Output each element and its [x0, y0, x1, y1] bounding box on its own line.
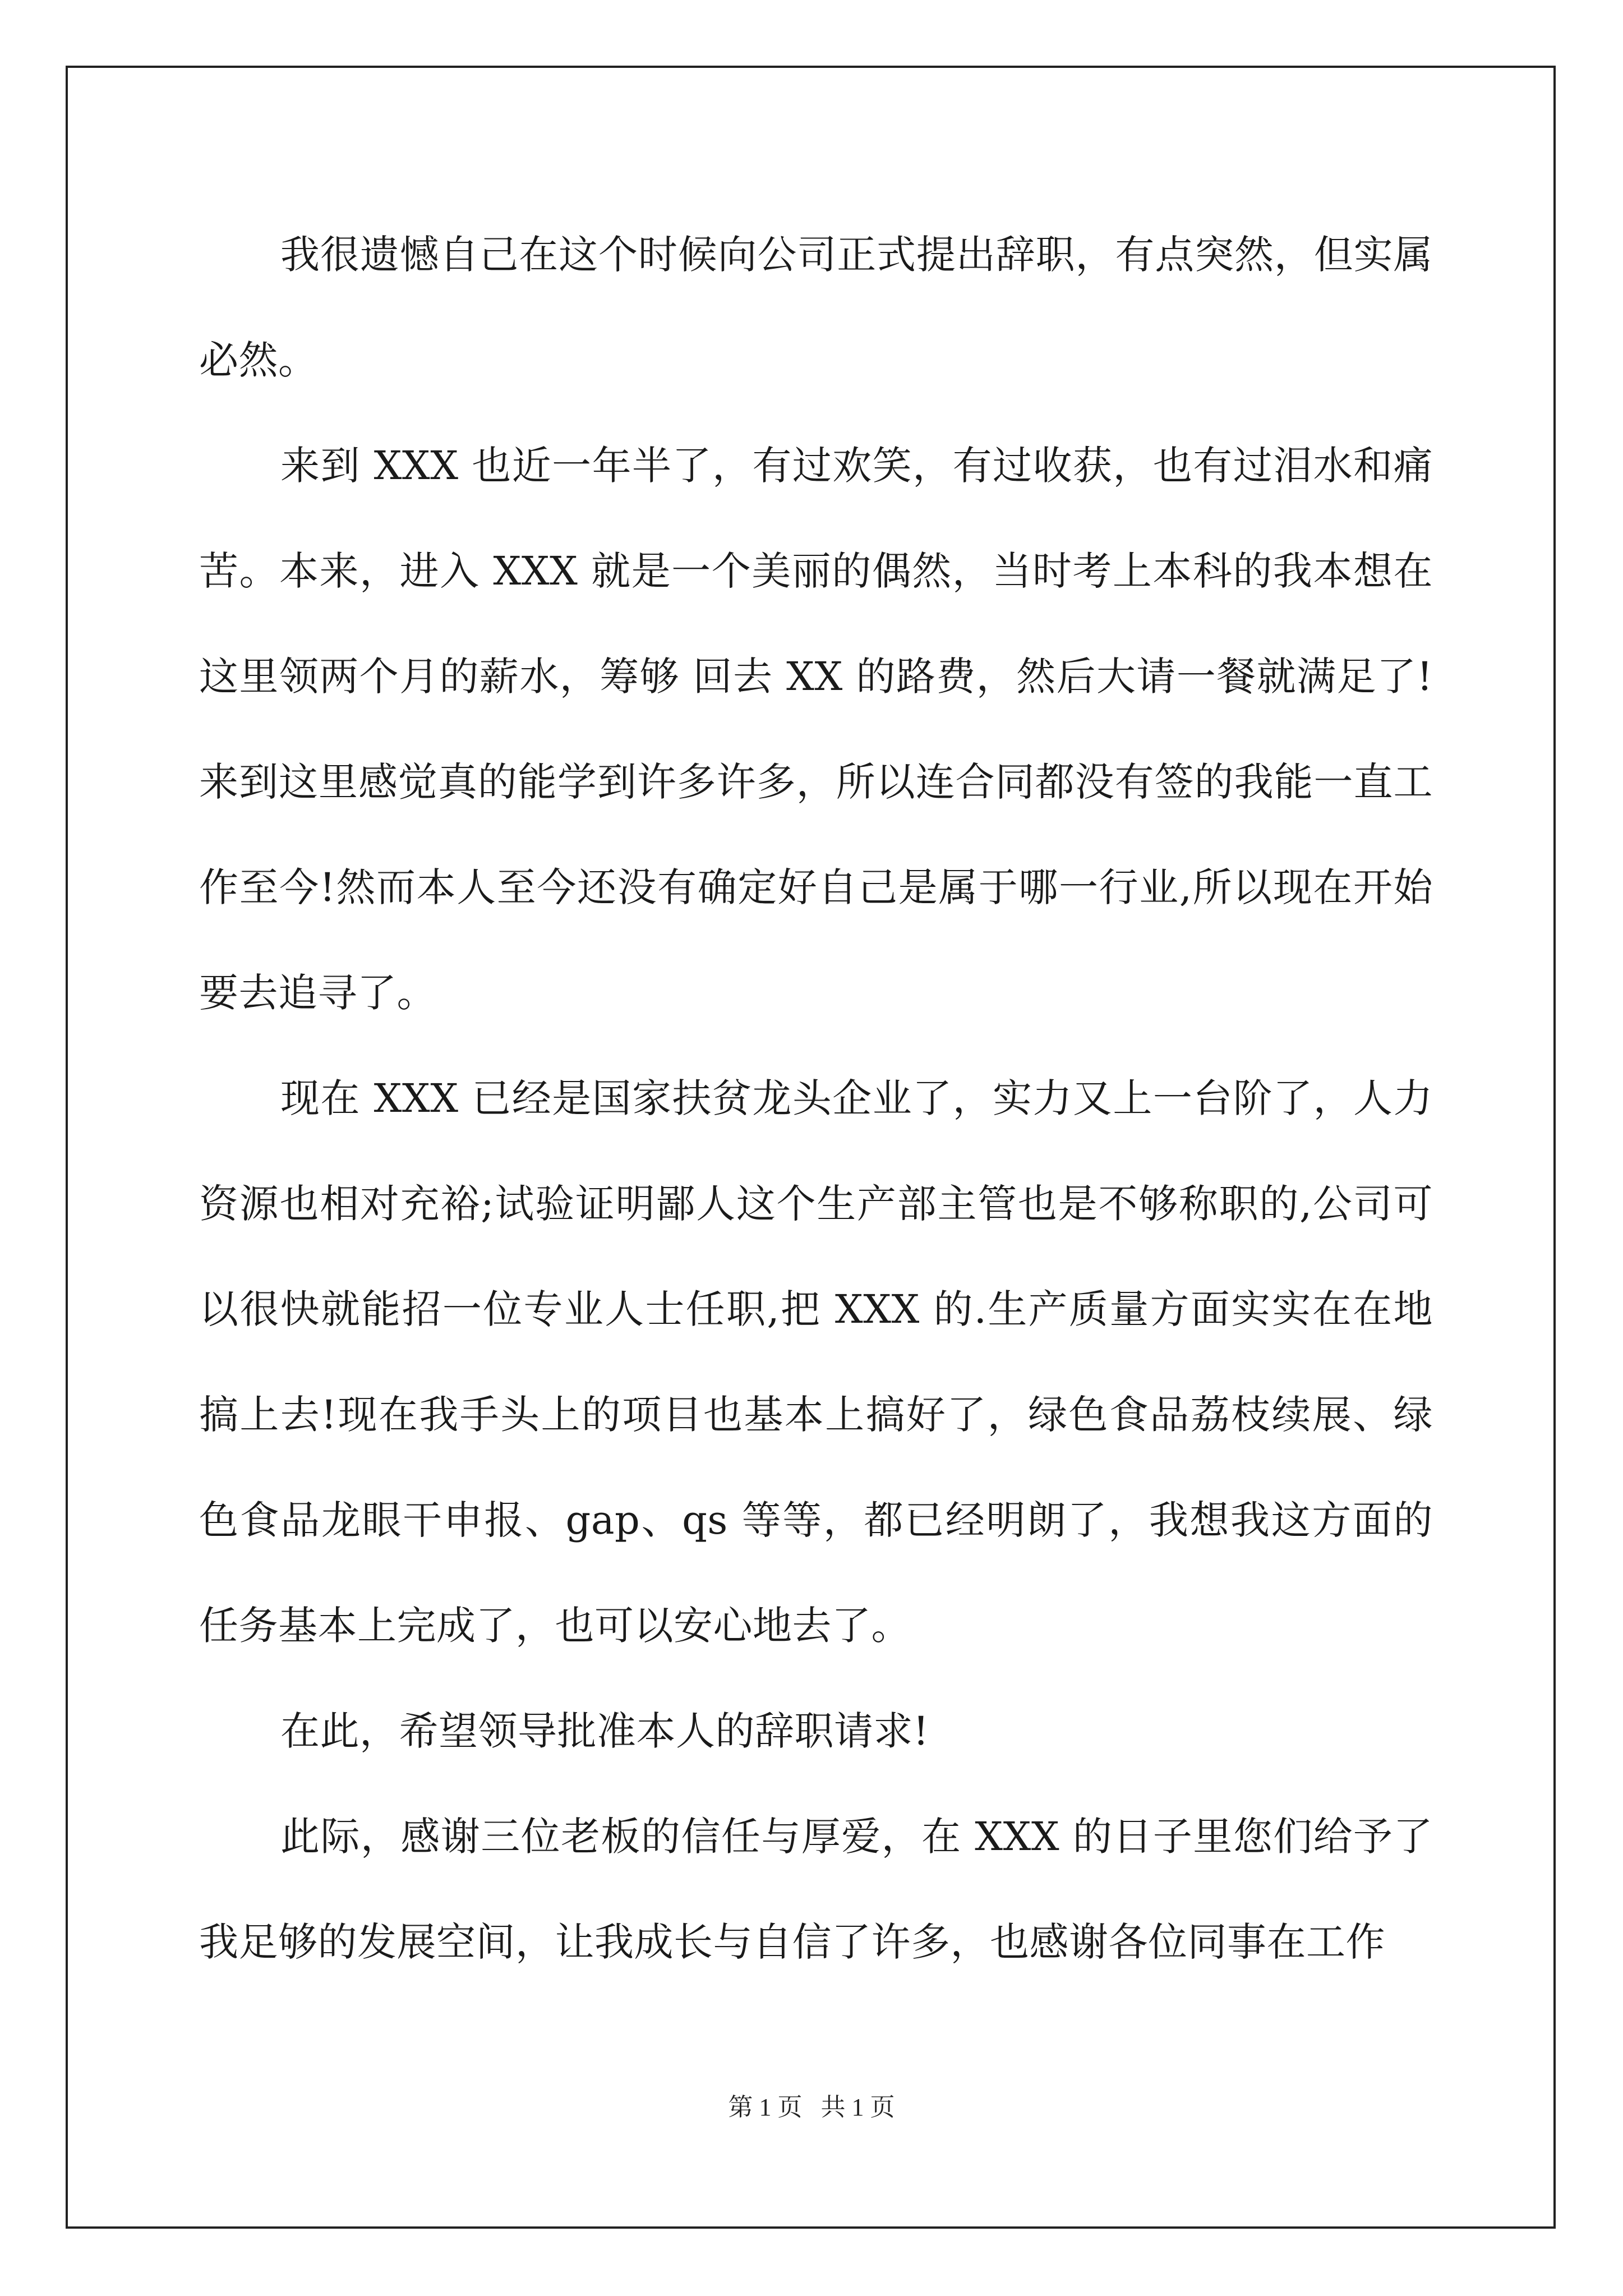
paragraph: 现在 XXX 已经是国家扶贫龙头企业了，实力又上一台阶了，人力资源也相对充裕;试验证明鄙人这个生产部主管也是不够称职的,公司可以很快就能招一位专业人士任职,把 XXX 的.生产质量方面实实在在地搞上去!现在我手头上的项目也基本上搞好了，绿色食品荔枝续展、绿色食品龙眼干申报、gap、qs 等等，都已经明朗了，我想我这方面的任务基本上完成了，也可以安心地去了。: [199, 1075, 1433, 1649]
page-footer: [0, 2087, 1623, 2123]
document-body: [199, 202, 1433, 1995]
paragraph: 此际，感谢三位老板的信任与厚爱，在 XXX 的日子里您们给予了我足够的发展空间，让我成长与自信了许多，也感谢各位同事在工作: [199, 1814, 1433, 1965]
paragraph: 来到 XXX 也近一年半了，有过欢笑，有过收获，也有过泪水和痛苦。本来，进入 XXX 就是一个美丽的偶然，当时考上本科的我本想在这里领两个月的薪水，筹够 回去 XX 的路费，然后大请一餐就满足了!来到这里感觉真的能学到许多许多，所以连合同都没有签的我能一直工作至今!然而本人至今还没有确定好自己是属于哪一行业,所以现在开始要去追寻了。: [199, 443, 1433, 1016]
page-number: 第 1 页: [728, 2093, 803, 2121]
paragraph: 我很遗憾自己在这个时候向公司正式提出辞职，有点突然，但实属必然。: [199, 232, 1433, 383]
page-total: 共 1 页: [820, 2093, 895, 2121]
paragraph: 在此，希望领导批准本人的辞职请求!: [280, 1708, 929, 1754]
